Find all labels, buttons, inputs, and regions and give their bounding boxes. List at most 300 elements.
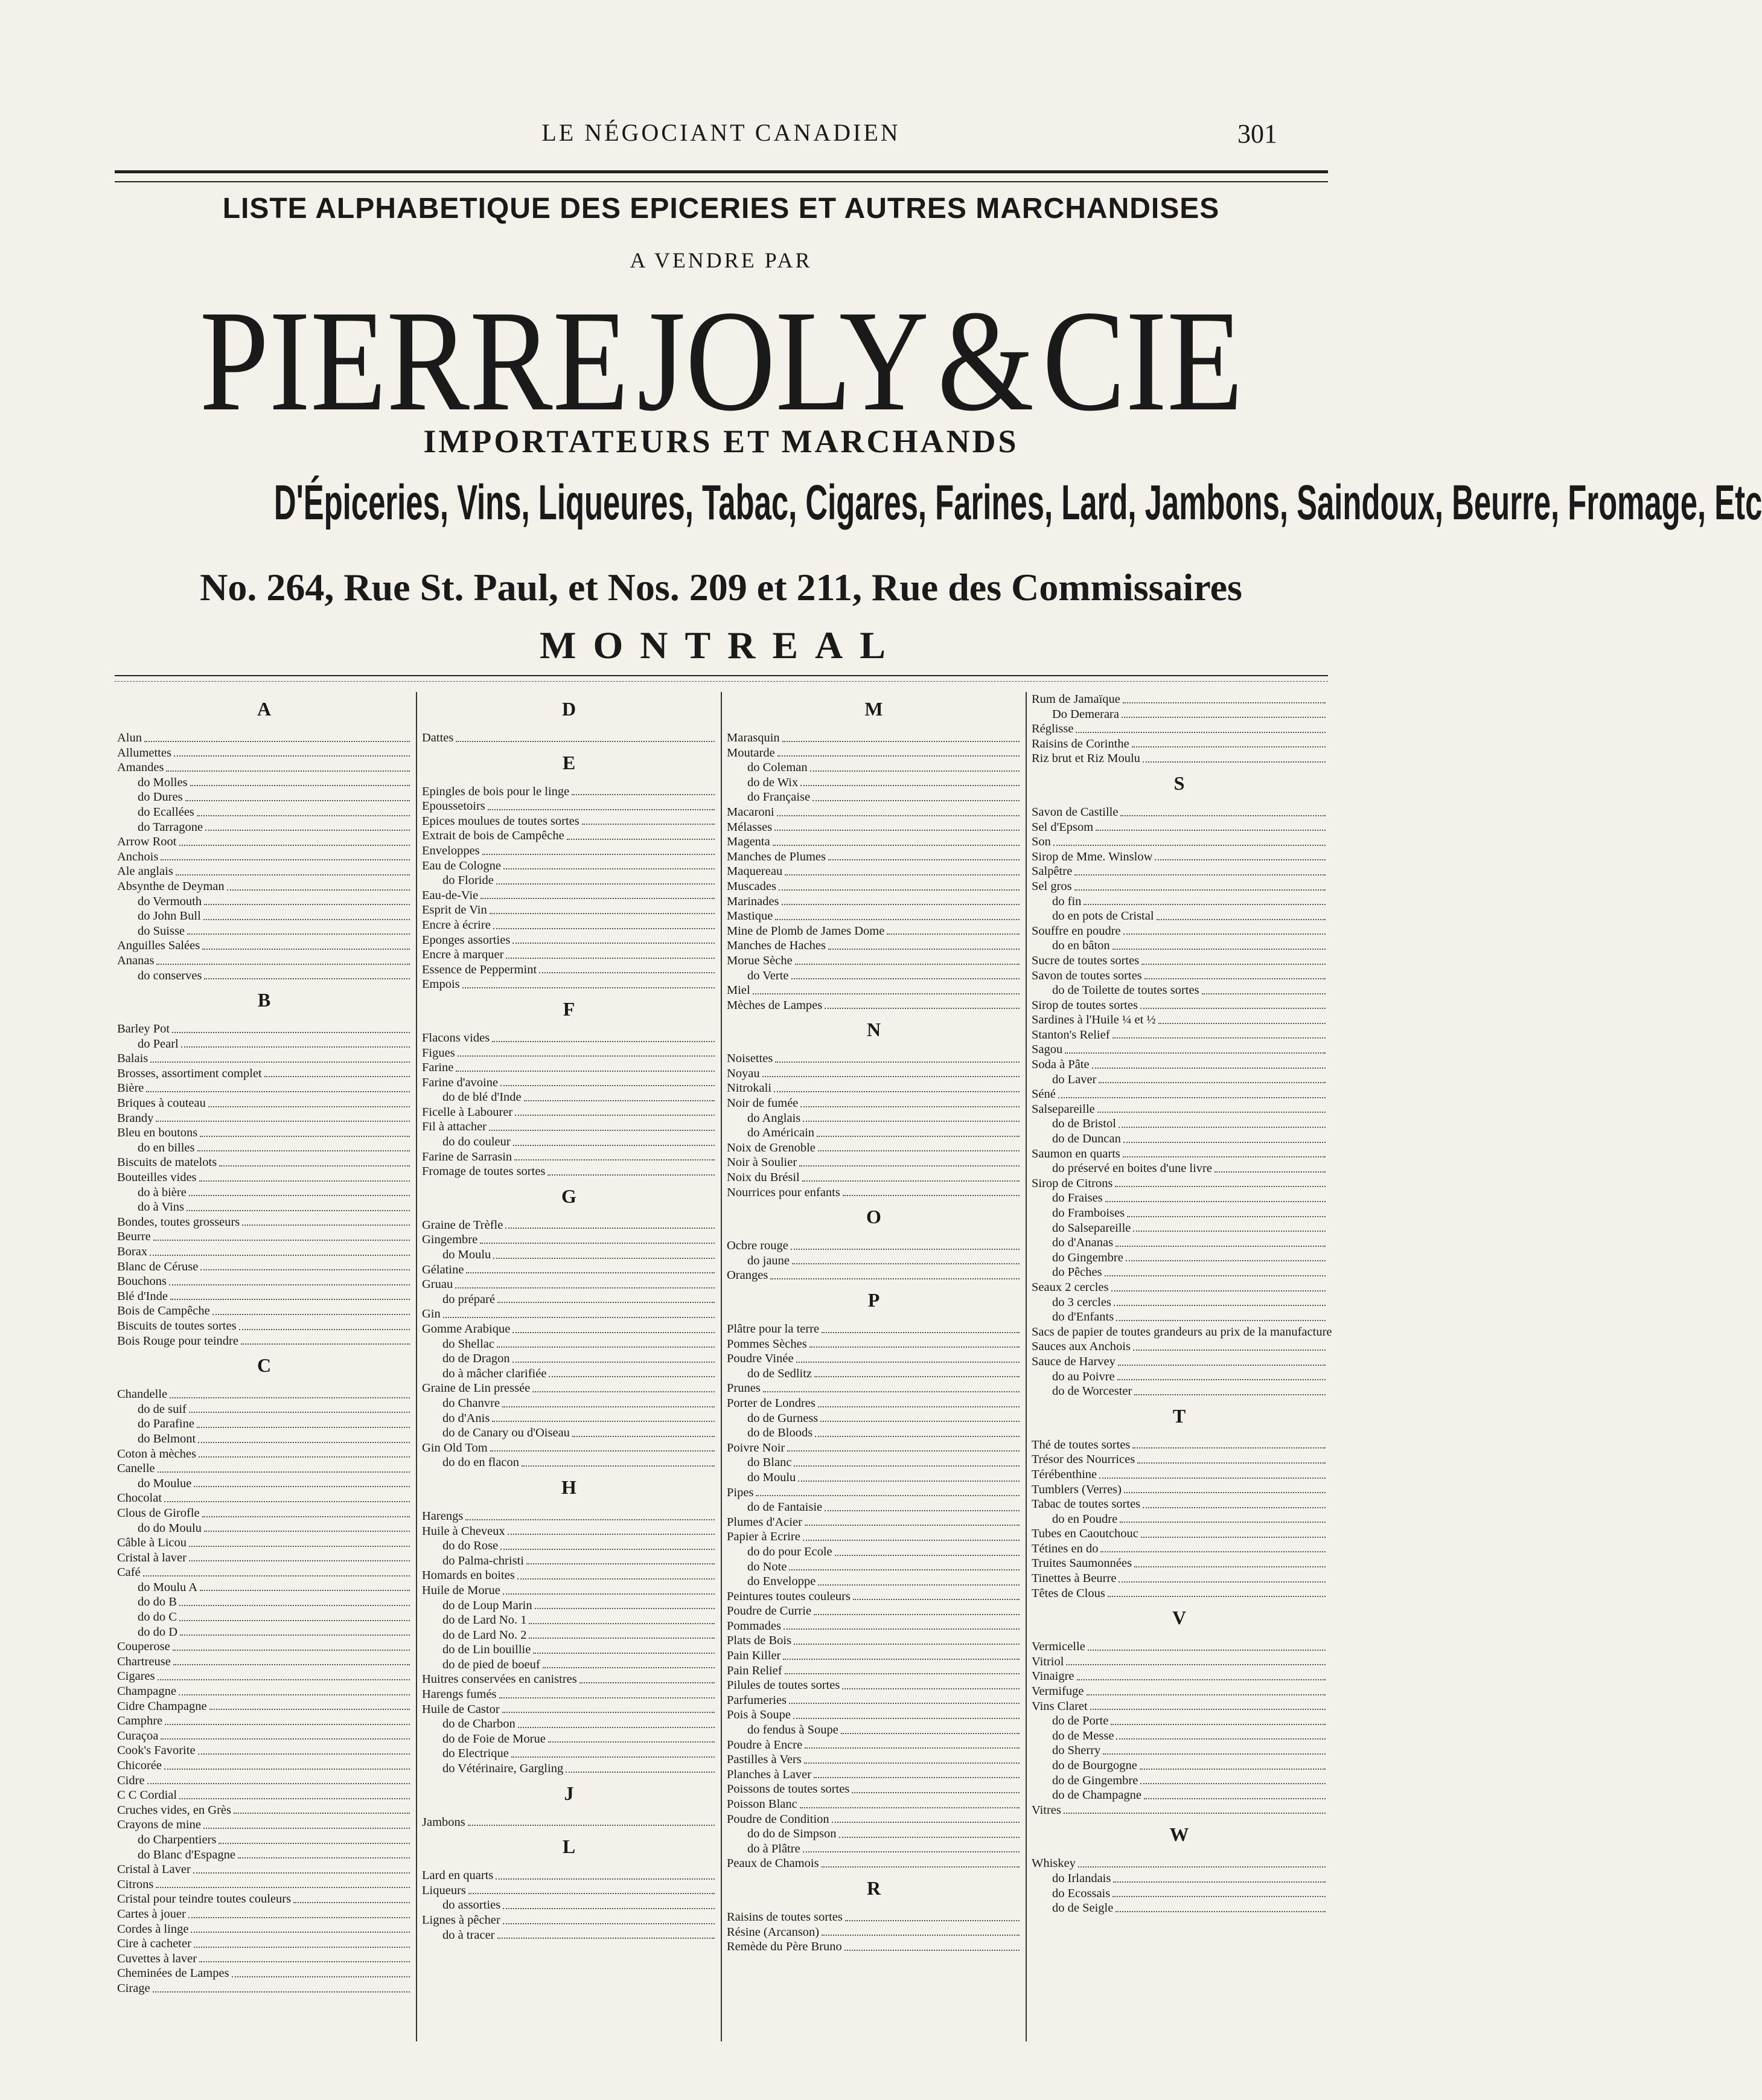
leader-dots xyxy=(506,947,715,959)
leader-dots xyxy=(791,1238,1020,1250)
list-item xyxy=(1032,879,1327,894)
list-item xyxy=(422,1672,716,1687)
list-item xyxy=(1032,1176,1327,1191)
list-item xyxy=(1032,692,1327,707)
item-name: Lignes à pêcher xyxy=(422,1913,500,1927)
item-name: Noir à Soulier xyxy=(727,1156,797,1170)
item-name: Marasquin xyxy=(727,731,780,744)
item-name: Raisins de toutes sortes xyxy=(727,1910,843,1924)
list-item xyxy=(1032,1803,1327,1818)
list-item xyxy=(422,1218,716,1233)
leader-dots xyxy=(169,1274,410,1285)
item-name: do à Plâtre xyxy=(747,1842,800,1855)
item-name: Borax xyxy=(117,1245,148,1258)
leader-dots xyxy=(779,879,1020,891)
leader-dots xyxy=(153,1229,410,1241)
leader-dots xyxy=(845,1910,1020,1921)
item-name: Champagne xyxy=(117,1685,176,1698)
list-item xyxy=(117,1565,411,1580)
item-name: Macaroni xyxy=(727,805,774,819)
list-item xyxy=(727,983,1021,998)
list-item xyxy=(727,1856,1021,1871)
leader-dots xyxy=(1119,1571,1326,1583)
list-item xyxy=(1032,998,1327,1013)
leader-dots xyxy=(1123,1132,1326,1143)
list-item xyxy=(117,1081,411,1096)
list-item xyxy=(1032,1788,1327,1803)
list-item xyxy=(117,879,411,894)
item-name: Sucre de toutes sortes xyxy=(1032,953,1140,967)
leader-dots xyxy=(1140,1773,1326,1785)
item-name: Noix de Grenoble xyxy=(727,1141,816,1154)
leader-dots xyxy=(782,731,1020,742)
item-name: Farine de Sarrasin xyxy=(422,1150,512,1164)
item-name: Savon de toutes sortes xyxy=(1032,968,1142,982)
item-name: Cheminées de Lampes xyxy=(117,1967,229,1980)
top-rule xyxy=(115,170,1328,173)
leader-dots xyxy=(502,1396,715,1407)
list-item xyxy=(1032,1057,1327,1072)
leader-dots xyxy=(239,1319,410,1330)
list-item xyxy=(422,1277,716,1292)
list-item xyxy=(727,1500,1021,1515)
item-name: do Coleman xyxy=(747,761,808,775)
leader-dots xyxy=(198,1432,410,1443)
item-name: Cook's Favorite xyxy=(117,1744,196,1758)
list-item xyxy=(422,731,716,746)
item-name: Réglisse xyxy=(1032,722,1074,736)
leader-dots xyxy=(825,1500,1020,1511)
item-name: Noir de fumée xyxy=(727,1096,799,1110)
list-item xyxy=(422,1263,716,1278)
list-item xyxy=(1032,1482,1327,1497)
leader-dots xyxy=(503,859,715,870)
leader-dots xyxy=(264,1066,410,1078)
list-item xyxy=(1032,1325,1332,1340)
leader-dots xyxy=(803,1111,1020,1122)
leader-dots xyxy=(543,1657,715,1669)
leader-dots xyxy=(161,850,410,861)
list-item xyxy=(422,1351,716,1366)
item-name: Plumes d'Acier xyxy=(727,1515,802,1529)
item-name: Thé de toutes sortes xyxy=(1032,1438,1131,1452)
leader-dots xyxy=(1092,1057,1326,1069)
item-name: Truites Saumonnées xyxy=(1032,1557,1132,1570)
list-item xyxy=(1032,805,1327,820)
item-name: do de Sedlitz xyxy=(747,1366,812,1380)
leader-dots xyxy=(798,1470,1020,1482)
item-name: Cidre Champagne xyxy=(117,1699,207,1713)
list-item xyxy=(117,1936,411,1951)
leader-dots xyxy=(572,1426,715,1437)
list-item xyxy=(422,1913,716,1928)
list-item xyxy=(1032,1684,1327,1699)
list-item xyxy=(117,1229,411,1244)
list-item xyxy=(727,1455,1021,1470)
list-item xyxy=(422,1135,716,1150)
leader-dots xyxy=(515,1105,715,1116)
item-name: Pommes Sèches xyxy=(727,1337,807,1351)
list-item xyxy=(727,1111,1021,1126)
list-item xyxy=(727,1663,1021,1679)
leader-dots xyxy=(512,1351,715,1363)
leader-dots xyxy=(170,1289,410,1301)
item-name: do jaune xyxy=(747,1253,790,1267)
item-name: Vitriol xyxy=(1032,1654,1064,1668)
leader-dots xyxy=(1126,1250,1326,1262)
leader-dots xyxy=(194,1936,410,1948)
leader-dots xyxy=(1076,722,1326,733)
leader-dots xyxy=(1078,1856,1326,1868)
list-item xyxy=(727,820,1021,835)
list-item xyxy=(727,968,1021,984)
leader-dots xyxy=(200,1260,410,1271)
leader-dots xyxy=(480,1232,715,1244)
list-item xyxy=(727,1081,1021,1096)
list-item xyxy=(1032,1161,1327,1176)
item-name: Chandelle xyxy=(117,1388,168,1401)
list-item xyxy=(727,834,1021,850)
firm-name-word: & xyxy=(937,280,1035,441)
list-item xyxy=(422,814,716,829)
leader-dots xyxy=(232,1966,410,1977)
item-name: do à Vins xyxy=(138,1200,184,1214)
item-name: Farine d'avoine xyxy=(422,1075,499,1089)
leader-dots xyxy=(793,1708,1020,1719)
list-item xyxy=(117,1022,411,1037)
list-item xyxy=(1032,968,1327,984)
leader-dots xyxy=(189,1551,410,1562)
item-name: do Irlandais xyxy=(1052,1871,1111,1885)
item-name: Lard en quarts xyxy=(422,1869,494,1883)
item-name: Riz brut et Riz Moulu xyxy=(1032,752,1140,766)
leader-dots xyxy=(1144,1788,1326,1799)
leader-dots xyxy=(238,1848,410,1859)
leader-dots xyxy=(549,1366,715,1378)
leader-dots xyxy=(572,784,715,796)
list-item xyxy=(1032,1886,1327,1901)
leader-dots xyxy=(203,1817,410,1829)
leader-dots xyxy=(774,1081,1020,1092)
list-item xyxy=(727,790,1021,805)
list-item xyxy=(727,1545,1021,1560)
list-item xyxy=(1032,1310,1327,1325)
list-item xyxy=(117,1476,411,1491)
leader-dots xyxy=(1155,850,1326,861)
list-item xyxy=(117,1051,411,1066)
leader-dots xyxy=(181,1037,410,1048)
leader-dots xyxy=(496,1868,715,1880)
list-item xyxy=(117,1951,411,1967)
address: No. 264, Rue St. Paul, et Nos. 209 et 211, Rue des Commissaires xyxy=(200,566,1242,609)
leader-dots xyxy=(1114,1295,1326,1307)
list-item xyxy=(422,784,716,799)
item-name: do de Lard No. 2 xyxy=(442,1628,527,1642)
leader-dots xyxy=(762,1066,1020,1078)
list-item xyxy=(1032,864,1327,879)
item-name: Câble à Licou xyxy=(117,1536,187,1550)
leader-dots xyxy=(150,1244,410,1256)
list-item xyxy=(117,1877,411,1892)
list-item xyxy=(422,1164,716,1179)
list-item xyxy=(422,1761,716,1776)
item-name: Marinades xyxy=(727,894,779,908)
list-item xyxy=(117,1304,411,1319)
leader-dots xyxy=(1112,1028,1326,1039)
item-name: Eponges assorties xyxy=(422,933,511,947)
list-item xyxy=(727,1485,1021,1500)
item-name: do Pearl xyxy=(138,1037,179,1051)
item-name: Magenta xyxy=(727,835,770,849)
item-name: do Moulu xyxy=(442,1248,491,1262)
item-name: Noisettes xyxy=(727,1052,773,1066)
list-item xyxy=(422,1598,716,1613)
item-name: Bouteilles vides xyxy=(117,1171,197,1185)
leader-dots xyxy=(1158,1013,1326,1024)
list-item xyxy=(117,1892,411,1907)
leader-dots xyxy=(579,1672,715,1683)
item-name: Moutarde xyxy=(727,746,775,760)
item-name: Sacs de papier de toutes grandeurs au prix de la manufacture xyxy=(1032,1325,1332,1339)
leader-dots xyxy=(842,1678,1020,1689)
item-name: Chicorée xyxy=(117,1759,162,1772)
leader-dots xyxy=(1116,1310,1326,1321)
leader-dots xyxy=(1116,1901,1326,1912)
item-name: Mine de Plomb de James Dome xyxy=(727,924,885,938)
leader-dots xyxy=(1087,1684,1326,1695)
item-name: do do pour Ecole xyxy=(747,1545,832,1558)
item-name: do de Toilette de toutes sortes xyxy=(1052,984,1199,997)
item-name: Vermifuge xyxy=(1032,1685,1084,1698)
item-name: Brandy xyxy=(117,1111,154,1125)
leader-dots xyxy=(147,1773,410,1785)
section-letter: R xyxy=(866,1877,881,1899)
list-item xyxy=(422,1868,716,1883)
list-item xyxy=(422,1150,716,1165)
item-name: do à bière xyxy=(138,1185,187,1199)
list-item xyxy=(117,1743,411,1758)
leader-dots xyxy=(1088,1639,1326,1651)
list-item xyxy=(727,1155,1021,1170)
item-name: Cuvettes à laver xyxy=(117,1951,197,1965)
item-name: Poissons de toutes sortes xyxy=(727,1782,850,1796)
list-item xyxy=(727,746,1021,761)
item-name: Poudre de Currie xyxy=(727,1604,812,1618)
list-item xyxy=(422,1928,716,1943)
leader-dots xyxy=(496,873,715,885)
list-item xyxy=(117,1625,411,1640)
item-name: do Charpentiers xyxy=(138,1833,217,1846)
list-title: LISTE ALPHABETIQUE DES EPICERIES ET AUTRES MARCHANDISES xyxy=(222,193,1220,225)
leader-dots xyxy=(1096,820,1326,831)
leader-dots xyxy=(1113,1871,1326,1883)
item-name: do do D xyxy=(138,1625,178,1639)
item-name: do de Seigle xyxy=(1052,1901,1114,1915)
leader-dots xyxy=(832,1812,1020,1823)
item-name: Pommades xyxy=(727,1619,781,1633)
item-name: Rum de Jamaïque xyxy=(1032,693,1120,706)
leader-dots xyxy=(1123,1147,1326,1158)
item-name: Remède du Père Bruno xyxy=(727,1940,842,1954)
item-name: Cigares xyxy=(117,1669,155,1683)
leader-dots xyxy=(524,1090,715,1101)
item-name: Enveloppes xyxy=(422,844,480,857)
item-name: Salsepareille xyxy=(1032,1102,1095,1116)
leader-dots xyxy=(1118,1354,1326,1366)
list-item xyxy=(422,1583,716,1598)
list-item xyxy=(117,1966,411,1981)
leader-dots xyxy=(843,1185,1020,1197)
item-name: do fendus à Soupe xyxy=(747,1723,838,1737)
item-name: do Chanvre xyxy=(442,1396,500,1410)
section-rule xyxy=(115,675,1328,676)
leader-dots xyxy=(1112,1886,1326,1898)
goods-line: D'Épiceries, Vins, Liqueures, Tabac, Cigares, Farines, Lard, Jambons, Saindoux, Beurre, Fromage, Etc xyxy=(273,475,1762,530)
list-item xyxy=(117,1669,411,1684)
list-item xyxy=(1032,1438,1327,1453)
leader-dots xyxy=(529,1613,715,1624)
leader-dots xyxy=(809,1337,1020,1348)
list-item xyxy=(727,953,1021,968)
item-name: do Note xyxy=(747,1560,787,1573)
leader-dots xyxy=(144,731,410,742)
list-item xyxy=(422,1554,716,1569)
list-item xyxy=(1032,1221,1327,1236)
product-list xyxy=(112,692,1332,2041)
list-item xyxy=(727,1366,1021,1381)
item-name: do de Canary ou d'Oiseau xyxy=(442,1426,570,1440)
list-item xyxy=(117,1200,411,1215)
item-name: do Salsepareille xyxy=(1052,1221,1131,1235)
leader-dots xyxy=(1120,805,1326,816)
leader-dots xyxy=(582,814,715,825)
item-name: Epoussetoirs xyxy=(422,799,485,813)
section-rule-dashed xyxy=(115,681,1328,682)
item-name: do Gingembre xyxy=(1052,1250,1123,1264)
list-item xyxy=(1032,1901,1327,1916)
list-item xyxy=(1032,1773,1327,1788)
list-item xyxy=(422,1524,716,1539)
list-item xyxy=(117,1684,411,1699)
leader-dots xyxy=(825,998,1020,1010)
list-item xyxy=(727,1812,1021,1827)
leader-dots xyxy=(775,1051,1020,1063)
item-name: Sirop de Mme. Winslow xyxy=(1032,850,1153,863)
item-name: Camphre xyxy=(117,1714,163,1728)
leader-dots xyxy=(787,1441,1020,1452)
item-name: Ficelle à Labourer xyxy=(422,1105,513,1119)
leader-dots xyxy=(799,1155,1020,1167)
item-name: do en Poudre xyxy=(1052,1512,1118,1526)
item-name: Poivre Noir xyxy=(727,1441,785,1455)
item-name: Gomme Arabique xyxy=(422,1322,511,1336)
list-column xyxy=(722,692,1027,2041)
list-column xyxy=(112,692,417,2041)
leader-dots xyxy=(227,879,410,891)
leader-dots xyxy=(533,1642,715,1654)
leader-dots xyxy=(493,918,715,929)
item-name: Encre à écrire xyxy=(422,918,491,932)
leader-dots xyxy=(204,1521,410,1532)
list-item xyxy=(1032,1369,1327,1385)
for-sale-by: A VENDRE PAR xyxy=(630,248,812,272)
list-item xyxy=(1032,1556,1327,1571)
list-item xyxy=(727,1441,1021,1456)
section-letter: N xyxy=(866,1019,881,1041)
leader-dots xyxy=(143,1565,410,1577)
list-item xyxy=(1032,834,1327,850)
list-item xyxy=(1032,1512,1327,1527)
list-item xyxy=(727,1381,1021,1396)
leader-dots xyxy=(1141,1526,1326,1538)
list-item xyxy=(117,790,411,805)
leader-dots xyxy=(462,977,715,988)
list-item xyxy=(422,1441,716,1456)
list-item xyxy=(117,1907,411,1922)
leader-dots xyxy=(810,760,1020,772)
list-item xyxy=(117,850,411,865)
leader-dots xyxy=(458,1046,715,1057)
leader-dots xyxy=(785,1663,1020,1675)
leader-dots xyxy=(197,805,410,816)
leader-dots xyxy=(822,1925,1020,1936)
leader-dots xyxy=(497,1928,715,1939)
leader-dots xyxy=(763,1381,1020,1392)
leader-dots xyxy=(204,968,410,980)
item-name: Tumblers (Verres) xyxy=(1032,1482,1122,1496)
item-name: Bois de Campêche xyxy=(117,1304,210,1318)
list-item xyxy=(1032,1072,1327,1087)
leader-dots xyxy=(1134,1556,1326,1567)
leader-dots xyxy=(1099,1467,1326,1479)
leader-dots xyxy=(1123,924,1326,935)
list-item xyxy=(727,1185,1021,1200)
leader-dots xyxy=(164,1758,410,1770)
leader-dots xyxy=(173,1639,410,1651)
leader-dots xyxy=(1077,1669,1326,1680)
leader-dots xyxy=(165,1714,410,1725)
leader-dots xyxy=(511,1746,715,1758)
list-item xyxy=(422,1732,716,1747)
item-name: Fromage de toutes sortes xyxy=(422,1165,546,1179)
list-item xyxy=(422,859,716,874)
item-name: Poudre de Condition xyxy=(727,1812,829,1826)
list-item xyxy=(1032,1654,1327,1669)
leader-dots xyxy=(800,775,1020,787)
item-name: Arrow Root xyxy=(117,835,177,849)
leader-dots xyxy=(814,1604,1020,1615)
leader-dots xyxy=(500,1075,715,1087)
list-item xyxy=(727,1066,1021,1081)
list-item xyxy=(117,1714,411,1729)
leader-dots xyxy=(164,1491,410,1502)
leader-dots xyxy=(1144,968,1326,980)
item-name: do Floride xyxy=(442,874,494,888)
leader-dots xyxy=(818,1396,1020,1407)
leader-dots xyxy=(796,1351,1020,1363)
list-item xyxy=(727,1910,1021,1925)
item-name: Miel xyxy=(727,984,750,997)
list-item xyxy=(117,1215,411,1230)
list-item xyxy=(422,947,716,962)
item-name: Son xyxy=(1032,835,1051,849)
item-name: do en pots de Cristal xyxy=(1052,909,1154,923)
list-item xyxy=(1032,983,1327,998)
list-item xyxy=(422,1366,716,1381)
item-name: do 3 cercles xyxy=(1052,1295,1111,1309)
item-name: do de Gurness xyxy=(747,1411,819,1425)
list-item xyxy=(117,1447,411,1462)
